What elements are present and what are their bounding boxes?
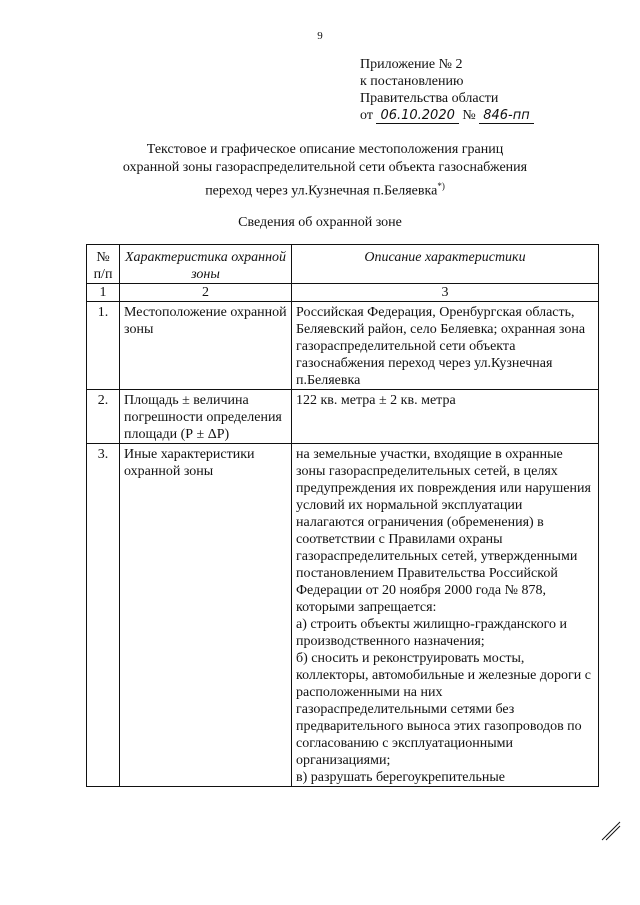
number-sign: № <box>462 108 476 123</box>
row-number: 3. <box>87 444 120 787</box>
document-title <box>60 141 590 201</box>
title-line-1: Текстовое и графическое описание местоположения границ <box>146 142 504 157</box>
page-number: 9 <box>317 30 323 42</box>
column-number-row <box>87 284 599 302</box>
restriction-item: б) сносить и реконструировать мосты, коллекторы, автомобильные и железные дороги с расположенными на них газораспределительными сетями без предварительного выноса этих газопроводов по согласованию с эксплуатационными организациями; <box>296 651 591 768</box>
handwritten-number: 846-пп <box>479 108 534 124</box>
handwritten-date: 06.10.2020 <box>376 108 458 124</box>
column-number: 1 <box>87 284 120 302</box>
appendix-resolution-line: к постановлению <box>360 74 464 89</box>
footnote-mark: *) <box>437 181 445 191</box>
appendix-government-line: Правительства области <box>360 91 499 106</box>
row-description <box>292 444 599 787</box>
title-line-2: охранной зоны газораспределительной сети объекта газоснабжения <box>122 160 528 175</box>
restriction-item: а) строить объекты жилищно-гражданского и производственного назначения; <box>296 617 567 649</box>
table-row <box>87 302 599 390</box>
header-num: № п/п <box>87 245 120 284</box>
table-header-row <box>87 245 599 284</box>
restrictions-intro: на земельные участки, входящие в охранные зоны газораспределительных сетей, в целях предупреждения их повреждения или нарушения условий их нормальной эксплуатации налагаются ограничения (обременения) в соответствии с Правилами охраны газораспределительных сетей, утвержденными постановлением Правительства Российской Федерации от 20 ноября 2000 года № 878, которыми запрещается: <box>296 447 591 615</box>
row-number: 1. <box>87 302 120 390</box>
row-description: Российская Федерация, Оренбургская область, Беляевский район, село Беляевка; охранная зона газораспределительной сети объекта газоснабжения переход через ул.Кузнечная п.Беляевка <box>292 302 599 390</box>
table-row <box>87 444 599 787</box>
restriction-item: в) разрушать берегоукрепительные <box>296 770 506 785</box>
column-number: 3 <box>292 284 599 302</box>
date-prefix: от <box>360 108 373 123</box>
row-number: 2. <box>87 390 120 444</box>
column-number: 2 <box>120 284 292 302</box>
appendix-block <box>360 56 534 124</box>
title-line-3-text: переход через ул.Кузнечная п.Беляевка <box>205 183 438 199</box>
header-description: Описание характеристики <box>292 245 599 284</box>
table-row <box>87 390 599 444</box>
title-line-3 <box>60 177 590 201</box>
row-characteristic: Площадь ± величина погрешности определения площади (Р ± ΔР) <box>120 390 292 444</box>
section-subtitle: Сведения об охранной зоне <box>238 215 402 230</box>
appendix-title: Приложение № 2 <box>360 57 463 72</box>
row-description: 122 кв. метра ± 2 кв. метра <box>292 390 599 444</box>
row-characteristic: Иные характеристики охранной зоны <box>120 444 292 787</box>
header-characteristic: Характеристика охранной зоны <box>120 245 292 284</box>
corner-mark-icon <box>600 820 622 842</box>
row-characteristic: Местоположение охранной зоны <box>120 302 292 390</box>
zone-info-table <box>86 244 599 787</box>
appendix-date-line <box>360 107 534 124</box>
